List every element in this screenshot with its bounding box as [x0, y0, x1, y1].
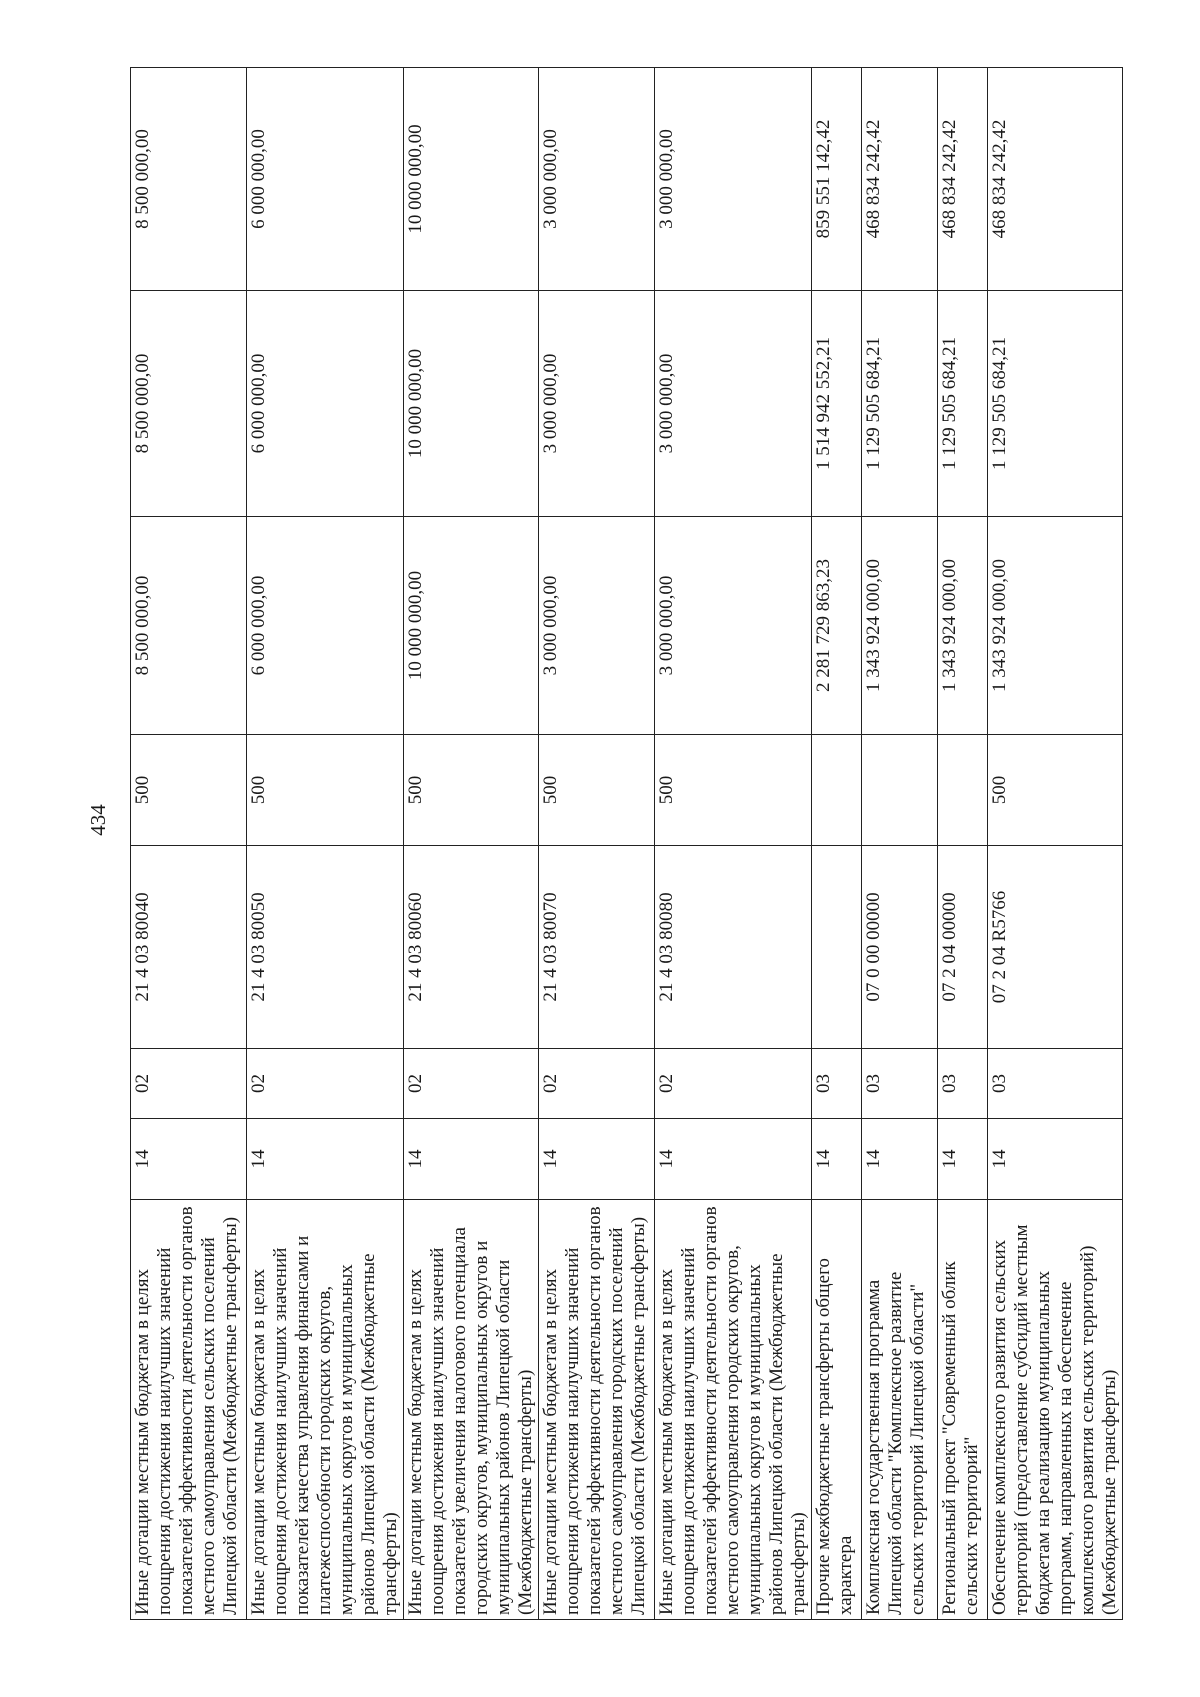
subsection-code: 03 — [938, 1049, 988, 1119]
target-article-code: 21 4 03 80080 — [655, 846, 812, 1049]
budget-table-frame — [130, 68, 1120, 1620]
page-number: 434 — [86, 804, 110, 836]
budget-item-name: Комплексная государственная программа Липецкой области "Комплексное развитие сельских территорий Липецкой области" — [862, 1200, 938, 1620]
subsection-code: 02 — [247, 1049, 404, 1119]
amount-year-1: 10 000 000,00 — [404, 517, 539, 735]
table-row — [988, 68, 1123, 1620]
table-row — [539, 68, 655, 1620]
budget-item-name: Иные дотации местным бюджетам в целях поощрения достижения наилучших значений показателей эффективности деятельности органов местного самоуправления городских округов, муниципальных округов и муниципальных районов Липецкой области (Межбюджетные трансферты) — [655, 1200, 812, 1620]
subsection-code: 02 — [131, 1049, 247, 1119]
target-article-code — [812, 846, 862, 1049]
amount-year-1: 3 000 000,00 — [539, 517, 655, 735]
section-code: 14 — [131, 1119, 247, 1200]
subsection-code: 03 — [862, 1049, 938, 1119]
amount-year-1: 8 500 000,00 — [131, 517, 247, 735]
section-code: 14 — [539, 1119, 655, 1200]
target-article-code: 21 4 03 80040 — [131, 846, 247, 1049]
amount-year-3: 8 500 000,00 — [131, 68, 247, 291]
section-code: 14 — [404, 1119, 539, 1200]
budget-item-name: Иные дотации местным бюджетам в целях поощрения достижения наилучших значений показателей эффективности деятельности органов местного самоуправления сельских поселений Липецкой области (Межбюджетные трансферты) — [131, 1200, 247, 1620]
subsection-code: 03 — [812, 1049, 862, 1119]
table-row — [655, 68, 812, 1620]
amount-year-1: 6 000 000,00 — [247, 517, 404, 735]
target-article-code: 07 2 04 R5766 — [988, 846, 1123, 1049]
table-row — [812, 68, 862, 1620]
subsection-code: 02 — [655, 1049, 812, 1119]
budget-item-name: Обеспечение комплексного развития сельских территорий (предоставление субсидий местным бюджетам на реализацию муниципальных программ, направленных на обеспечение комплексного развития сельских территорий) (Межбюджетные трансферты) — [988, 1200, 1123, 1620]
target-article-code: 07 0 00 00000 — [862, 846, 938, 1049]
amount-year-3: 6 000 000,00 — [247, 68, 404, 291]
amount-year-2: 10 000 000,00 — [404, 291, 539, 517]
budget-item-name: Иные дотации местным бюджетам в целях поощрения достижения наилучших значений показателей эффективности деятельности органов местного самоуправления городских поселений Липецкой области (Межбюджетные трансферты) — [539, 1200, 655, 1620]
target-article-code: 07 2 04 00000 — [938, 846, 988, 1049]
section-code: 14 — [247, 1119, 404, 1200]
amount-year-2: 6 000 000,00 — [247, 291, 404, 517]
expense-type-code — [938, 735, 988, 846]
expense-type-code: 500 — [404, 735, 539, 846]
expense-type-code: 500 — [247, 735, 404, 846]
amount-year-1: 1 343 924 000,00 — [862, 517, 938, 735]
target-article-code: 21 4 03 80070 — [539, 846, 655, 1049]
amount-year-3: 10 000 000,00 — [404, 68, 539, 291]
section-code: 14 — [938, 1119, 988, 1200]
amount-year-2: 1 129 505 684,21 — [988, 291, 1123, 517]
expense-type-code: 500 — [988, 735, 1123, 846]
table-row — [404, 68, 539, 1620]
amount-year-3: 3 000 000,00 — [539, 68, 655, 291]
table-row — [862, 68, 938, 1620]
target-article-code: 21 4 03 80050 — [247, 846, 404, 1049]
amount-year-2: 3 000 000,00 — [655, 291, 812, 517]
budget-item-name: Региональный проект "Современный облик сельских территорий" — [938, 1200, 988, 1620]
budget-table-body — [131, 68, 1123, 1620]
section-code: 14 — [862, 1119, 938, 1200]
amount-year-1: 1 343 924 000,00 — [938, 517, 988, 735]
subsection-code: 02 — [539, 1049, 655, 1119]
budget-item-name: Иные дотации местным бюджетам в целях поощрения достижения наилучших значений показателей увеличения налогового потенциала городских округов, муниципальных округов и муниципальных районов Липецкой области (Межбюджетные трансферты) — [404, 1200, 539, 1620]
expense-type-code: 500 — [539, 735, 655, 846]
amount-year-2: 8 500 000,00 — [131, 291, 247, 517]
budget-item-name: Иные дотации местным бюджетам в целях поощрения достижения наилучших значений показателей качества управления финансами и платежеспособности городских округов, муниципальных округов и муниципальных районов Липецкой области (Межбюджетные трансферты) — [247, 1200, 404, 1620]
amount-year-3: 468 834 242,42 — [862, 68, 938, 291]
table-row — [938, 68, 988, 1620]
expense-type-code: 500 — [655, 735, 812, 846]
table-row — [131, 68, 247, 1620]
amount-year-1: 1 343 924 000,00 — [988, 517, 1123, 735]
section-code: 14 — [655, 1119, 812, 1200]
amount-year-3: 3 000 000,00 — [655, 68, 812, 291]
subsection-code: 03 — [988, 1049, 1123, 1119]
amount-year-3: 468 834 242,42 — [938, 68, 988, 291]
amount-year-3: 468 834 242,42 — [988, 68, 1123, 291]
amount-year-3: 859 551 142,42 — [812, 68, 862, 291]
amount-year-2: 1 129 505 684,21 — [862, 291, 938, 517]
amount-year-2: 1 514 942 552,21 — [812, 291, 862, 517]
target-article-code: 21 4 03 80060 — [404, 846, 539, 1049]
section-code: 14 — [988, 1119, 1123, 1200]
expense-type-code — [812, 735, 862, 846]
subsection-code: 02 — [404, 1049, 539, 1119]
amount-year-2: 1 129 505 684,21 — [938, 291, 988, 517]
table-row — [247, 68, 404, 1620]
section-code: 14 — [812, 1119, 862, 1200]
amount-year-1: 3 000 000,00 — [655, 517, 812, 735]
expense-type-code — [862, 735, 938, 846]
amount-year-1: 2 281 729 863,23 — [812, 517, 862, 735]
expense-type-code: 500 — [131, 735, 247, 846]
amount-year-2: 3 000 000,00 — [539, 291, 655, 517]
budget-item-name: Прочие межбюджетные трансферты общего характера — [812, 1200, 862, 1620]
budget-table — [130, 67, 1123, 1620]
